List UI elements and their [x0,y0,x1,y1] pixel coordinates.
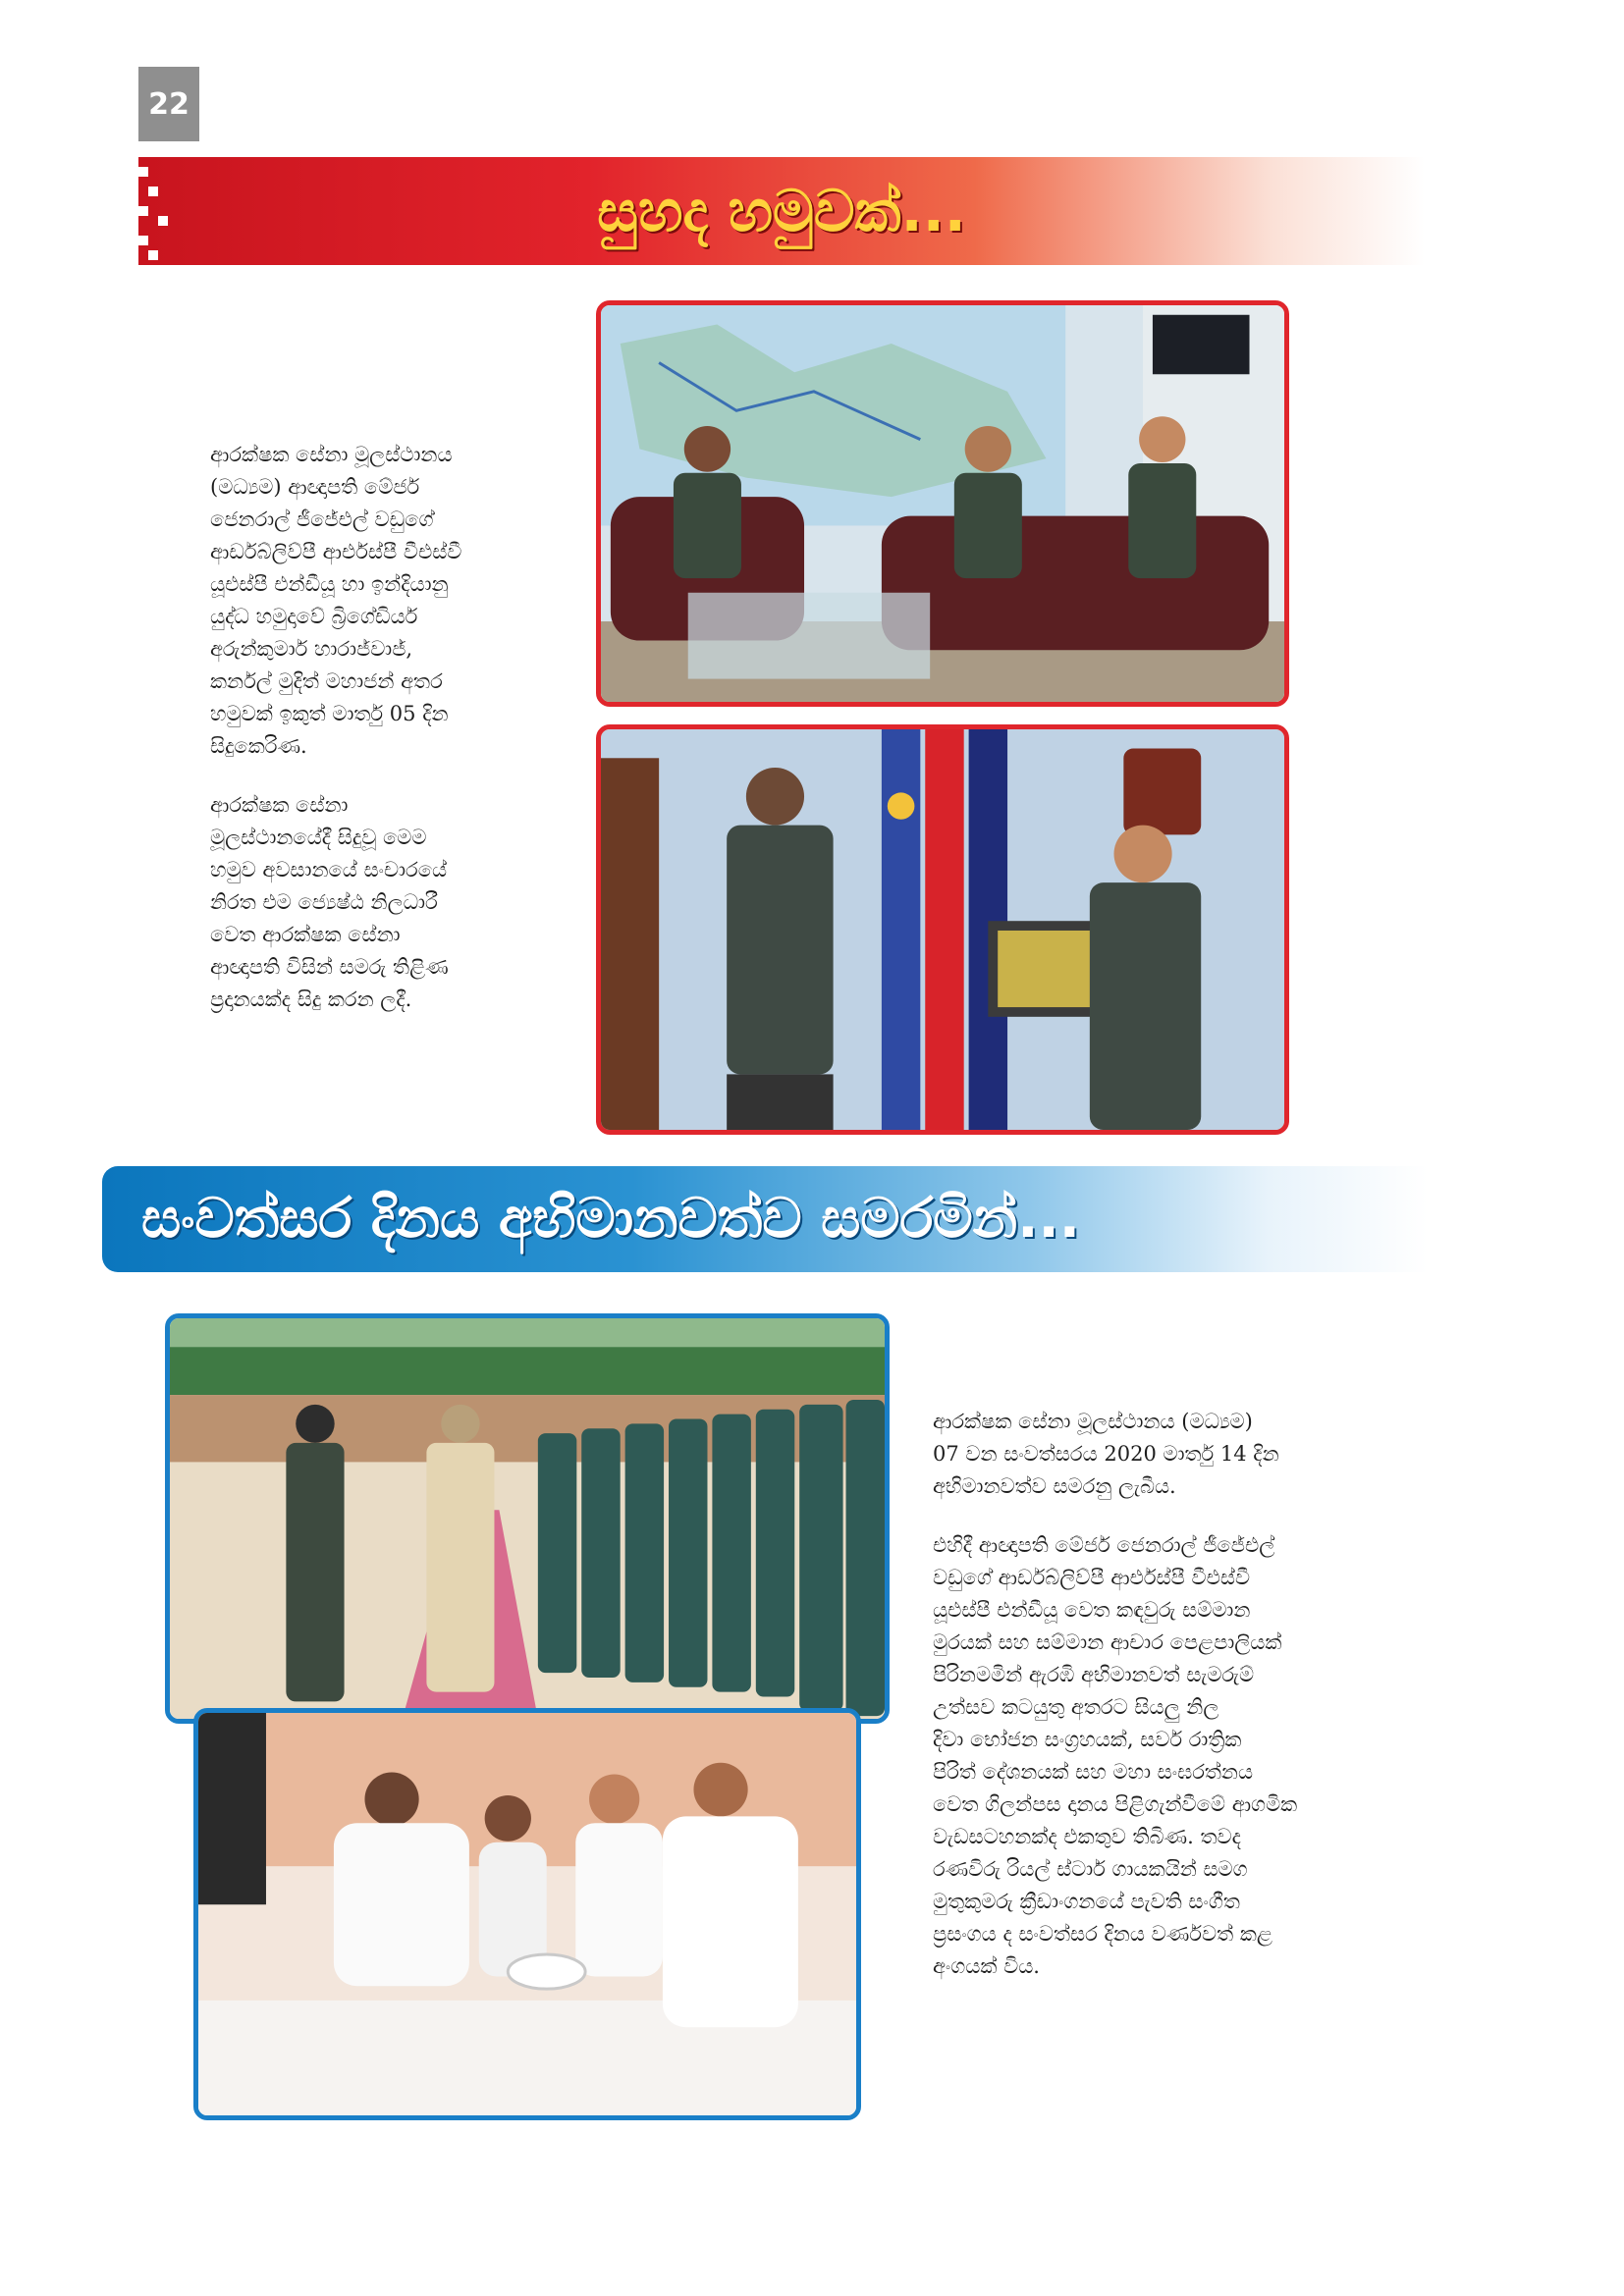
photo-memento-presentation [596,724,1289,1135]
photo-guard-of-honour [165,1313,890,1724]
section-banner-blue [102,1166,1428,1272]
section-title-meeting: සුහද හමුවක්... [597,177,966,244]
section-banner-red [138,157,1425,265]
meeting-paragraph-1: ආරක්ෂක සේනා මූලස්ථානය (මධ්‍යම) ආඥාපති මේජර් ජෙනරාල් ජීජේඑල් වඩුගේ ආර්ඩබ්ලිව්පී ආර්එස්පී වීඑස්වී යූඑස්පී එන්ඩීයූ හා ඉන්දියානු යුද්ධ හමුදාවේ බ්‍රිගේඩියර් අරුන්කුමාර් හාරාජ්වාජ්, කර්නල් මුදිත් මහාජන් අතර හමුවක් ඉකුත් මාර්තු 05 දින සිදුකෙරිණ. [210,443,462,758]
photo-almsgiving-ceremony [193,1708,861,2120]
anniversary-paragraph-1: ආරක්ෂක සේනා මූලස්ථානය (මධ්‍යම) 07 වන සංවත්සරය 2020 මාර්තු 14 දින අභිමානවත්ව සමරනු ලැබීය. [933,1410,1279,1498]
photo-officers-meeting [596,300,1289,707]
meeting-paragraph-2: ආරක්ෂක සේනා මූලස්ථානයේදී සිදුවූ මෙම හමුව අවසානයේ සංචාරයේ නිරත එම ජ්‍යෙෂ්ඨ නිලධාරී වෙත ආරක්ෂක සේනා ආඥාපති විසින් සමරු තිළිණ ප්‍රදානයක්ද සිදු කරන ලදී. [210,793,449,1011]
page-number: 22 [138,67,199,141]
anniversary-paragraph-2: එහිදී ආඥාපති මේජර් ජෙනරාල් ජීජේඑල් වඩුගේ ආර්ඩබ්ලිව්පී ආර්එස්පී වීඑස්වී යූඑස්පී එන්ඩීයූ වෙත කඳවුරු සම්මාන මුරයක් සහ සම්මාන ආචාර පෙළපාලියක් පිරිනමමින් ඇරඹි අභිමානවත් සැමරුම් උත්සව කටයුතු අතරට සියලු නිල දිවා භෝජන සංග්‍රහයක්, සර්ව රාත්‍රික පිරිත් දේශනයක් සහ මහා සංඝරත්නය වෙත ගිලන්පස දානය පිළිගැන්වීමේ ආගමික වැඩසටහනක්ද එකතුව තිබිණ. තවද රණවිරු රියල් ස්ටාර් ගායකයින් සමග මුතුකුමරු ක්‍රීඩාංගනයේ පැවති සංගීත ප්‍රසංගය ද සංවත්සර දිනය වර්ණවත් කළ අංගයක් විය. [933,1533,1298,1978]
section-title-anniversary: සංවත්සර දිනය අභිමානවත්ව සමරමින්... [141,1187,1081,1251]
